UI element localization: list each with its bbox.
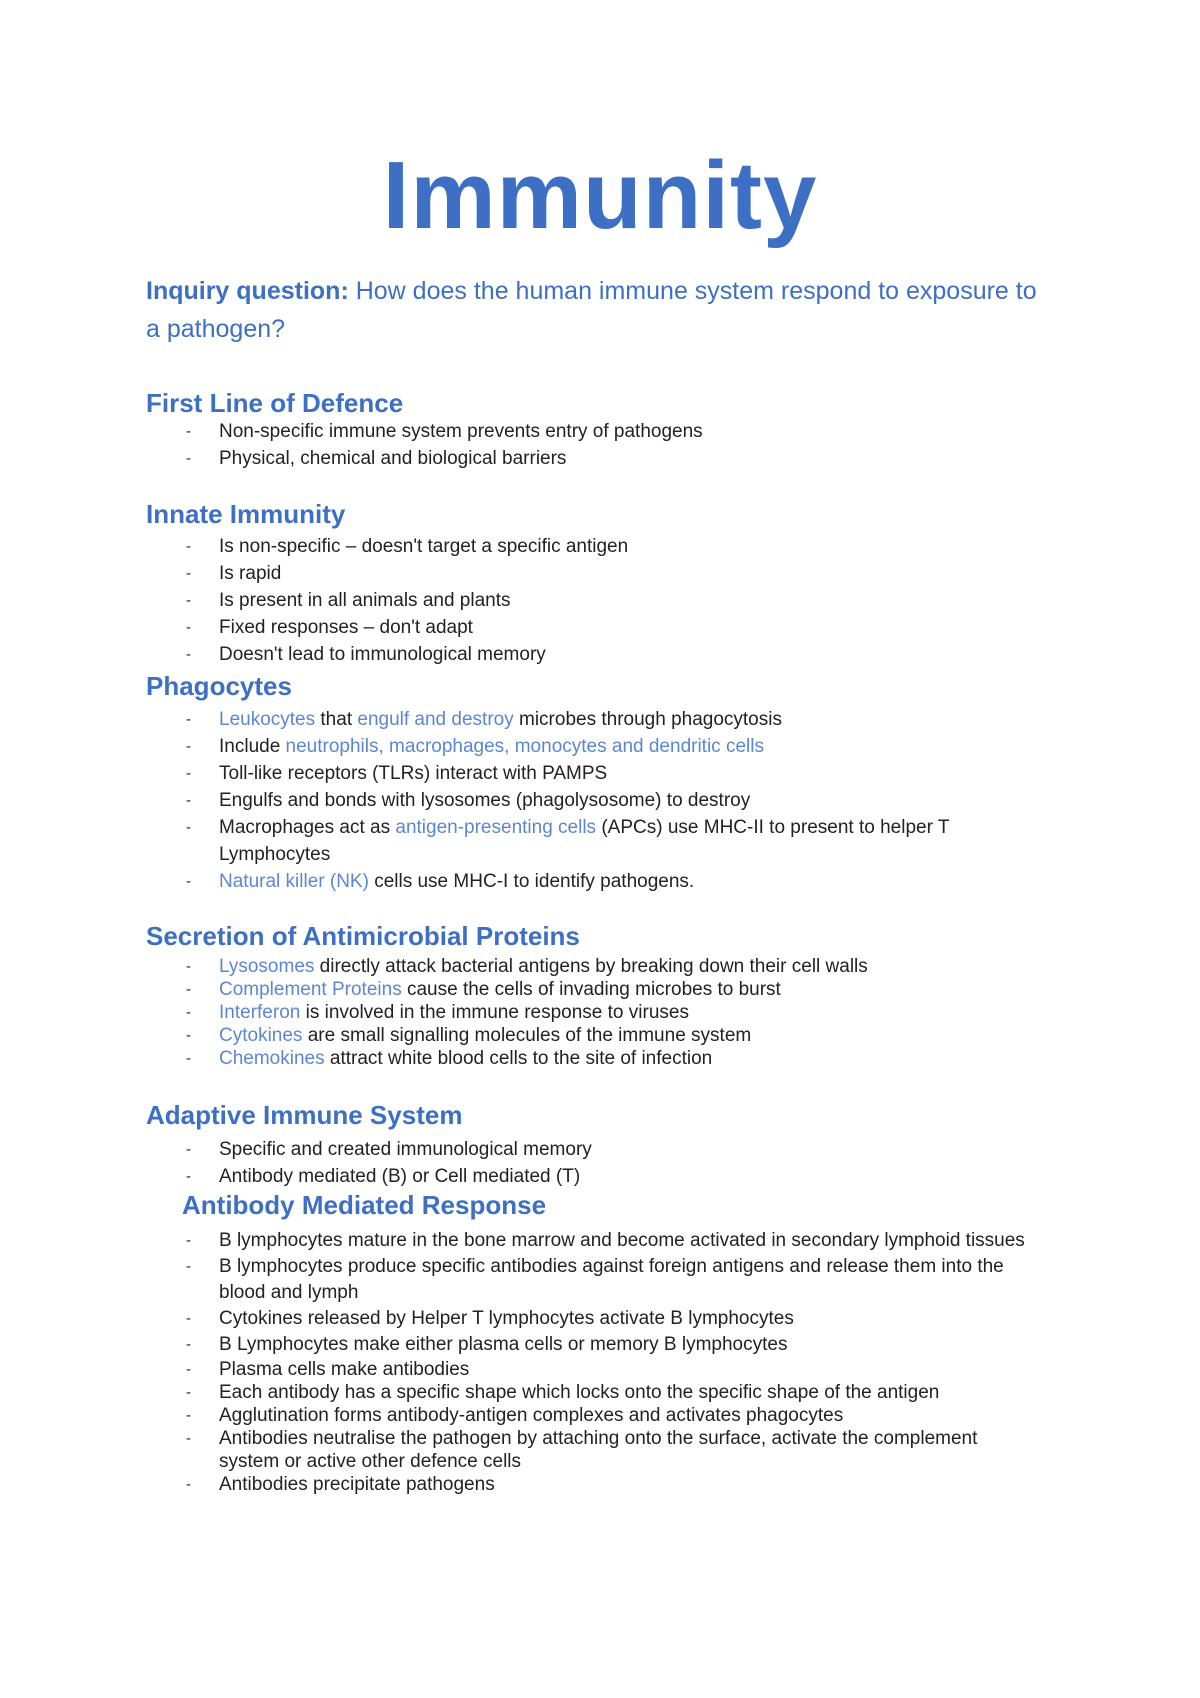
text: are small signalling molecules of the immune system [302, 1025, 752, 1046]
list-item [146, 978, 1026, 1001]
list-item: - Antibodies precipitate pathogens [146, 1473, 1026, 1496]
list-item: - Is non-specific – doesn't target a specific antigen [146, 533, 1026, 560]
list-item [146, 955, 1026, 978]
inquiry-label: Inquiry question: [146, 277, 349, 305]
term: engulf and destroy [357, 709, 514, 730]
heading-secretion: Secretion of Antimicrobial Proteins [146, 921, 580, 951]
list-first-line [146, 418, 1026, 472]
list-adaptive [146, 1136, 1026, 1190]
heading-innate: Innate Immunity [146, 499, 346, 529]
term: Interferon [219, 1002, 301, 1023]
list-innate [146, 533, 1026, 668]
text: is involved in the immune response to viruses [300, 1002, 689, 1023]
heading-first-line: First Line of Defence [146, 388, 404, 418]
list-item: - Specific and created immunological memory [146, 1136, 1026, 1163]
list-item: - B Lymphocytes make either plasma cells or memory B lymphocytes [146, 1332, 1026, 1358]
list-item: - Engulfs and bonds with lysosomes (phagolysosome) to destroy [146, 787, 1026, 814]
term: neutrophils, macrophages, monocytes and dendritic cells [285, 736, 764, 757]
term: Complement Proteins [219, 979, 402, 1000]
text: cause the cells of invading microbes to burst [401, 979, 781, 1000]
term: Natural killer (NK) [219, 871, 369, 892]
page-title: Immunity [382, 142, 818, 249]
heading-antibody: Antibody Mediated Response [182, 1190, 547, 1220]
list-item: - Cytokines released by Helper T lymphocytes activate B lymphocytes [146, 1306, 1026, 1332]
text: (APCs) use MHC-II to present to helper T Lymphocytes [219, 817, 950, 865]
text: that [315, 709, 358, 730]
list-item [146, 814, 1026, 868]
list-item: - Toll-like receptors (TLRs) interact with PAMPS [146, 760, 1026, 787]
list-secretion [146, 955, 1026, 1070]
inquiry-question [146, 272, 1046, 348]
heading-phagocytes: Phagocytes [146, 671, 292, 701]
list-item: - B lymphocytes mature in the bone marrow and become activated in secondary lymphoid tissues [146, 1228, 1026, 1254]
inquiry-text: How does the human immune system respond to exposure to a pathogen? [146, 277, 1037, 343]
list-item: - Is present in all animals and plants [146, 587, 1026, 614]
list-item [146, 868, 1026, 895]
heading-adaptive: Adaptive Immune System [146, 1100, 463, 1130]
list-item: - Doesn't lead to immunological memory [146, 641, 1026, 668]
list-item: - Plasma cells make antibodies [146, 1358, 1026, 1381]
list-item: - Non-specific immune system prevents entry of pathogens [146, 418, 1026, 445]
text: microbes through phagocytosis [513, 709, 782, 730]
list-item: - Each antibody has a specific shape which locks onto the specific shape of the antigen [146, 1381, 1026, 1404]
list-item: - Antibodies neutralise the pathogen by attaching onto the surface, activate the complement system or active other defence cells [146, 1427, 1026, 1473]
text: Include [219, 736, 286, 757]
text: Macrophages act as [219, 817, 396, 838]
list-antibody [146, 1228, 1026, 1496]
list-item [146, 706, 1026, 733]
list-phagocytes [146, 706, 1026, 895]
term: Lysosomes [219, 956, 315, 977]
term: antigen-presenting cells [395, 817, 597, 838]
list-item: - Agglutination forms antibody-antigen complexes and activates phagocytes [146, 1404, 1026, 1427]
list-item: - Antibody mediated (B) or Cell mediated (T) [146, 1163, 1026, 1190]
list-item: - B lymphocytes produce specific antibodies against foreign antigens and release them into the blood and lymph [146, 1254, 1026, 1306]
text: directly attack bacterial antigens by breaking down their cell walls [314, 956, 868, 977]
list-item: - Is rapid [146, 560, 1026, 587]
text: attract white blood cells to the site of infection [324, 1048, 713, 1069]
list-item [146, 1001, 1026, 1024]
term: Leukocytes [219, 709, 316, 730]
text: cells use MHC-I to identify pathogens. [368, 871, 695, 892]
list-item: - Fixed responses – don't adapt [146, 614, 1026, 641]
list-item: - Physical, chemical and biological barriers [146, 445, 1026, 472]
term: Cytokines [219, 1025, 303, 1046]
list-item [146, 733, 1026, 760]
list-item [146, 1047, 1026, 1070]
list-item [146, 1024, 1026, 1047]
term: Chemokines [219, 1048, 325, 1069]
